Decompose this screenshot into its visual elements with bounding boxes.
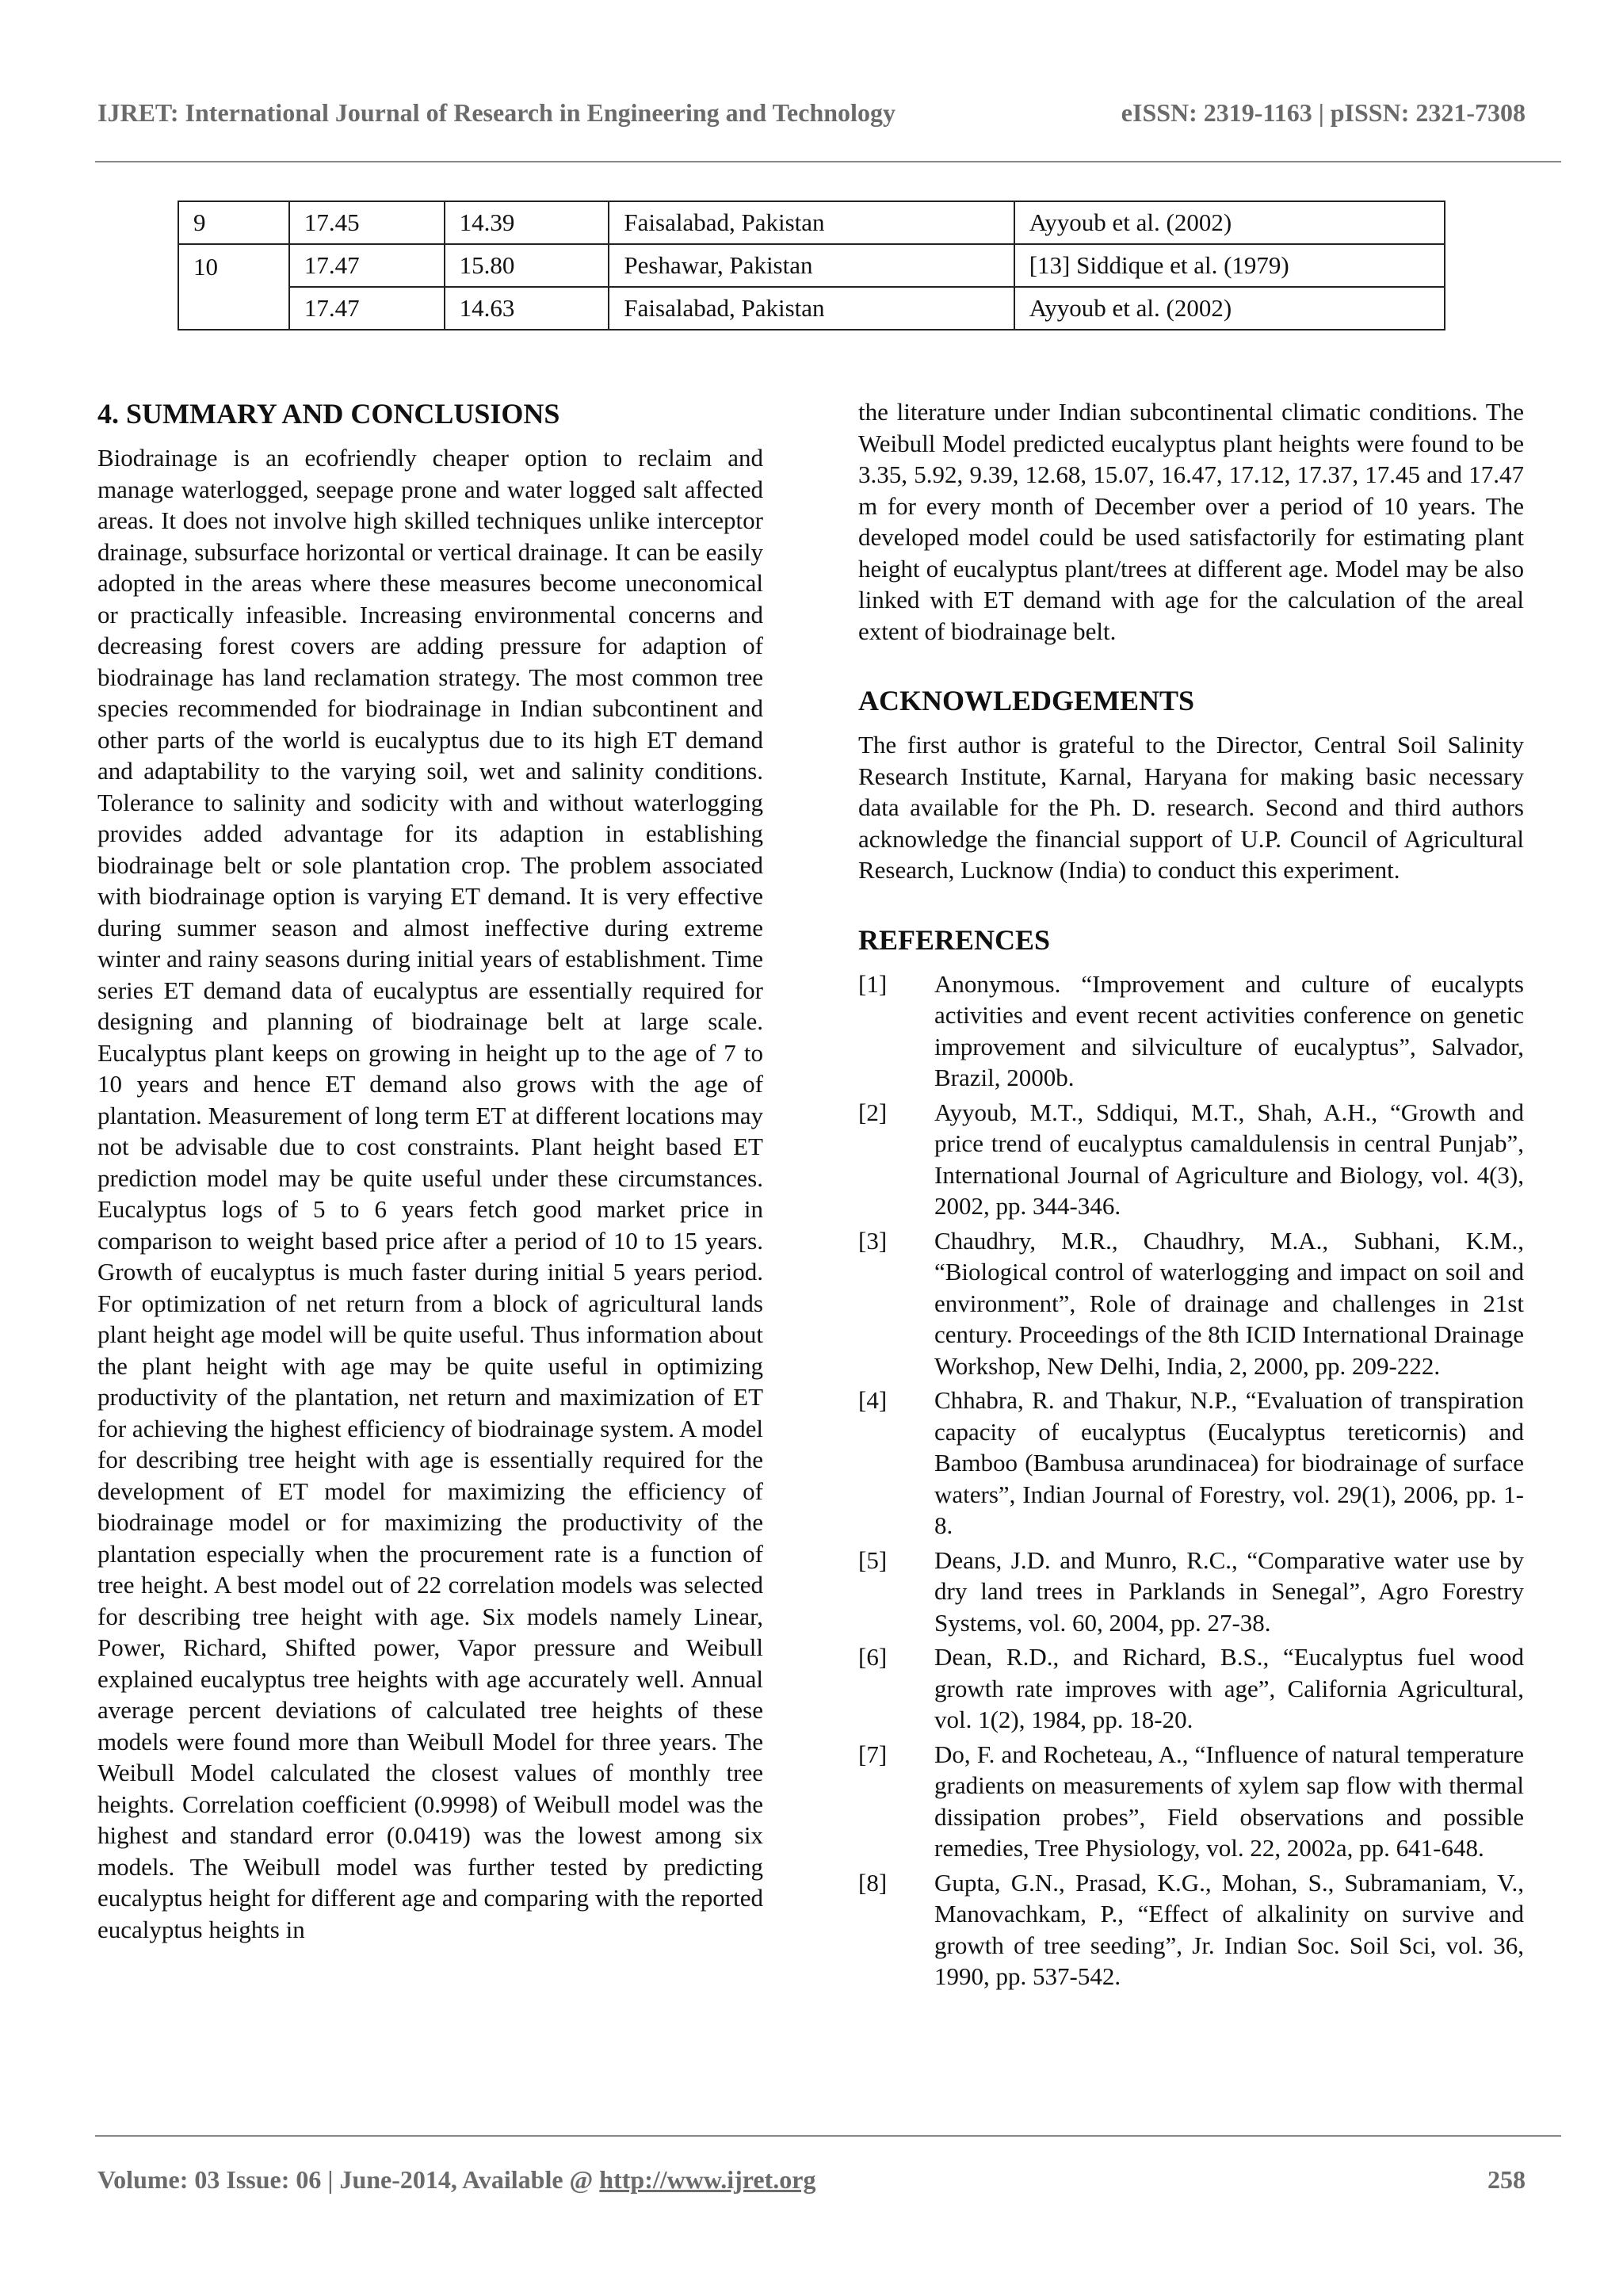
reference-item: [858, 1739, 1524, 1864]
journal-link[interactable]: http://www.ijret.org: [599, 2165, 816, 2194]
table-cell: 17.45: [289, 201, 445, 244]
running-footer: [97, 2165, 1526, 2195]
running-header: [97, 98, 1526, 128]
reference-item: [858, 1867, 1524, 1992]
summary-continuation: the literature under Indian subcontinental climatic conditions. The Weibull Model predicted eucalyptus plant heights were found to be 3.35, 5.92, 9.39, 12.68, 15.07, 16.47, 17.12, 17.37, 17.45 and 17.47 m for every month of December over a period of 10 years. The developed model could be used satisfactorily for estimating plant height of eucalyptus plant/trees at different age. Model may be also linked with ET demand with age for the calculation of the areal extent of biodrainage belt.: [858, 398, 1524, 645]
table-cell: 14.39: [445, 201, 609, 244]
reference-text: Dean, R.D., and Richard, B.S., “Eucalyptus fuel wood growth rate improves with age”, California Agricultural, vol. 1(2), 1984, pp. 18-20.: [934, 1643, 1524, 1733]
footer-divider: [95, 2135, 1561, 2137]
table-cell: 10: [178, 244, 289, 330]
left-column: [97, 396, 763, 1945]
right-column: [858, 396, 1524, 1996]
reference-item: [858, 1097, 1524, 1222]
volume-text: Volume: 03 Issue: 06 | June-2014, Available @: [97, 2165, 600, 2194]
reference-number: [8]: [858, 1868, 888, 1897]
reference-text: Deans, J.D. and Munro, R.C., “Comparative water use by dry land trees in Parklands in Senegal”, Agro Forestry Systems, vol. 60, 2004, pp. 27-38.: [934, 1545, 1524, 1637]
table-row: [178, 244, 1445, 287]
header-divider: [95, 161, 1561, 162]
table-cell: Ayyoub et al. (2002): [1014, 287, 1445, 330]
reference-item: [858, 1385, 1524, 1541]
reference-number: [3]: [858, 1226, 888, 1255]
acknowledgements-paragraph: The first author is grateful to the Director, Central Soil Salinity Research Institute, Karnal, Haryana for making basic necessary data available for the Ph. D. research. Second and third authors acknowledge the financial support of U.P. Council of Agricultural Research, Lucknow (India) to conduct this experiment.: [858, 731, 1524, 884]
table-cell: Peshawar, Pakistan: [609, 244, 1014, 287]
table-cell: 17.47: [289, 244, 445, 287]
page-number: 258: [1487, 2165, 1526, 2194]
references-heading: REFERENCES: [858, 923, 1051, 956]
table-cell: Faisalabad, Pakistan: [609, 287, 1014, 330]
reference-text: Chhabra, R. and Thakur, N.P., “Evaluation of transpiration capacity of eucalyptus (Eucalyptus tereticornis) and Bamboo (Bambusa arundinacea) for biodrainage of surface waters”, Indian Journal of Forestry, vol. 29(1), 2006, pp. 1-8.: [934, 1386, 1524, 1539]
table-cell: 15.80: [445, 244, 609, 287]
reference-number: [5]: [858, 1545, 888, 1574]
table-cell: 9: [178, 201, 289, 244]
acknowledgements-heading: ACKNOWLEDGEMENTS: [858, 685, 1195, 716]
reference-item: [858, 1641, 1524, 1736]
table-cell: 17.47: [289, 287, 445, 330]
reference-text: Ayyoub, M.T., Sddiqui, M.T., Shah, A.H., “Growth and price trend of eucalyptus camaldulensis in central Punjab”, International Journal of Agriculture and Biology, vol. 4(3), 2002, pp. 344-346.: [934, 1098, 1524, 1220]
reference-item: [858, 1225, 1524, 1382]
summary-heading: 4. SUMMARY AND CONCLUSIONS: [97, 398, 560, 430]
reference-number: [1]: [858, 969, 888, 998]
table-row: [178, 287, 1445, 330]
reference-item: [858, 968, 1524, 1094]
table-cell: 14.63: [445, 287, 609, 330]
reference-item: [858, 1545, 1524, 1639]
reference-number: [7]: [858, 1740, 888, 1768]
volume-info: [97, 2165, 815, 2195]
summary-paragraph: Biodrainage is an ecofriendly cheaper option to reclaim and manage waterlogged, seepage prone and water logged salt affected areas. It does not involve high skilled techniques unlike interceptor drainage, subsurface horizontal or vertical drainage. It can be easily adopted in the areas where these measures become uneconomical or practically infeasible. Increasing environmental concerns and decreasing forest covers are adding pressure for adaption of biodrainage has land reclamation strategy. The most common tree species recommended for biodrainage in Indian subcontinent and other parts of the world is eucalyptus due to its high ET demand and adaptability to the varying soil, wet and salinity conditions. Tolerance to salinity and sodicity with and without waterlogging provides added advantage for its adaption in establishing biodrainage belt or sole plantation crop. The problem associated with biodrainage option is varying ET demand. It is very effective during summer season and almost ineffective during extreme winter and rainy seasons during initial years of establishment. Time series ET demand data of eucalyptus are essentially required for designing and planning of biodrainage belt at large scale. Eucalyptus plant keeps on growing in height up to the age of 7 to 10 years and hence ET demand also grows with the age of plantation. Measurement of long term ET at different locations may not be advisable due to cost constraints. Plant height based ET prediction model may be quite useful under these circumstances. Eucalyptus logs of 5 to 6 years fetch good market price in comparison to weight based price after a period of 10 to 15 years. Growth of eucalyptus is much faster during initial 5 years period. For optimization of net return from a block of agricultural lands plant height age model will be quite useful. Thus information about the plant height with age may be quite useful in optimizing productivity of the plantation, net return and maximization of ET for achieving the highest efficiency of biodrainage system. A model for describing tree height with age is essentially required for the development of ET model for maximizing the efficiency of biodrainage model or for maximizing the productivity of the plantation especially when the procurement rate is a function of tree height. A best model out of 22 correlation models was selected for describing tree height with age. Six models namely Linear, Power, Richard, Shifted power, Vapor pressure and Weibull explained eucalyptus tree heights with age accurately well. Annual average percent deviations of calculated tree heights of these models were found more than Weibull Model for three years. The Weibull Model calculated the closest values of monthly tree heights. Correlation coefficient (0.9998) of Weibull model was the highest and standard error (0.0419) was the lowest among six models. The Weibull model was further tested by predicting eucalyptus height for different age and comparing with the reported eucalyptus heights in: [97, 444, 763, 1943]
journal-title: IJRET: International Journal of Research in Engineering and Technology: [97, 98, 896, 127]
reference-text: Do, F. and Rocheteau, A., “Influence of natural temperature gradients on measurements of xylem sap flow with thermal dissipation probes”, Field observations and possible remedies, Tree Physiology, vol. 22, 2002a, pp. 641-648.: [934, 1740, 1524, 1862]
reference-number: [2]: [858, 1098, 888, 1126]
reference-text: Anonymous. “Improvement and culture of eucalypts activities and event recent activities conference on genetic improvement and silviculture of eucalyptus”, Salvador, Brazil, 2000b.: [934, 969, 1524, 1091]
reference-text: Gupta, G.N., Prasad, K.G., Mohan, S., Subramaniam, V., Manovachkam, P., “Effect of alkalinity on survive and growth of tree seeding”, Jr. Indian Soc. Soil Sci, vol. 36, 1990, pp. 537-542.: [934, 1868, 1524, 1990]
data-table: [178, 201, 1445, 330]
reference-list: [858, 968, 1524, 1992]
reference-number: [4]: [858, 1386, 888, 1414]
reference-number: [6]: [858, 1643, 888, 1671]
table-cell: Ayyoub et al. (2002): [1014, 201, 1445, 244]
table-cell: [13] Siddique et al. (1979): [1014, 244, 1445, 287]
table-row: [178, 201, 1445, 244]
issn-info: eISSN: 2319-1163 | pISSN: 2321-7308: [1121, 98, 1526, 127]
reference-text: Chaudhry, M.R., Chaudhry, M.A., Subhani, K.M., “Biological control of waterlogging and impact on soil and environment”, Role of drainage and challenges in 21st century. Proceedings of the 8th ICID International Drainage Workshop, New Delhi, India, 2, 2000, pp. 209-222.: [934, 1226, 1524, 1380]
table-cell: Faisalabad, Pakistan: [609, 201, 1014, 244]
